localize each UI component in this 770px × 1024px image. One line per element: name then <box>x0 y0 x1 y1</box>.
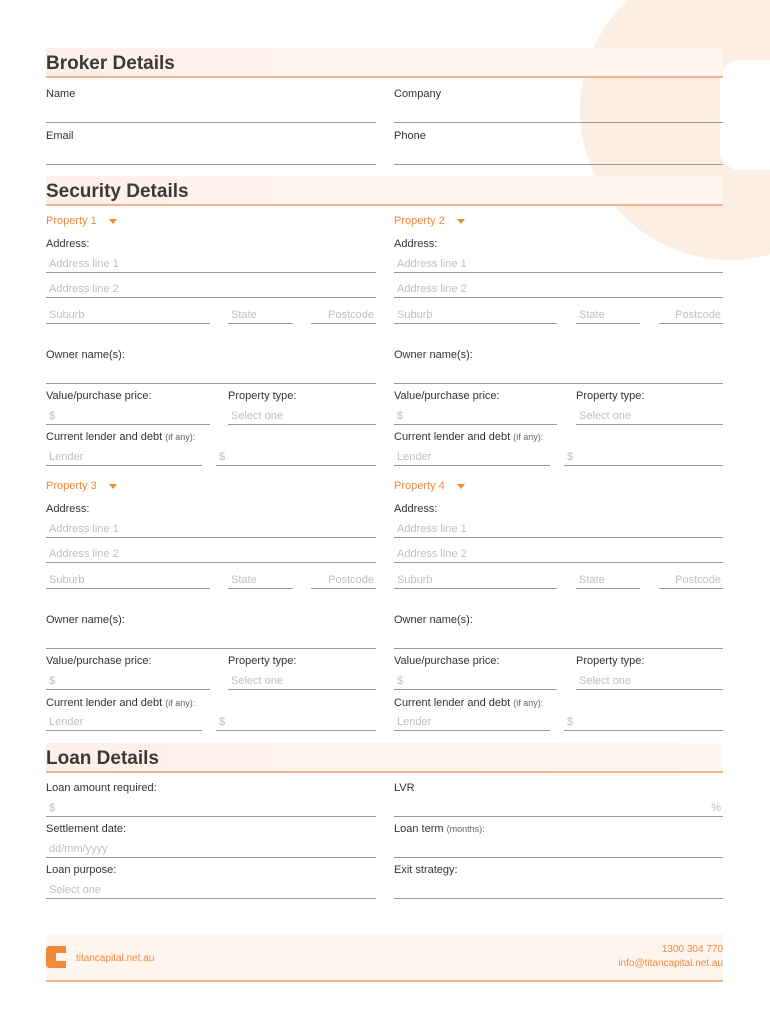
chevron-down-icon <box>109 484 117 489</box>
property-selector[interactable] <box>46 480 117 492</box>
address-label: Address: <box>394 503 438 515</box>
property-type-label: Property type: <box>576 390 645 402</box>
postcode-input[interactable]: Postcode <box>659 306 723 324</box>
loan-amount-input[interactable]: $ <box>46 799 376 817</box>
exit-strategy-label: Exit strategy: <box>394 864 458 876</box>
property-type-select[interactable]: Select one <box>576 672 723 690</box>
lender-label-main: Current lender and debt <box>394 697 511 709</box>
loan-purpose-label: Loan purpose: <box>46 864 117 876</box>
property-type-label: Property type: <box>576 655 645 667</box>
lender-label <box>394 431 543 443</box>
lender-label-note: (if any): <box>513 432 544 442</box>
state-input[interactable]: State <box>576 306 640 324</box>
value-input[interactable]: $ <box>394 672 557 690</box>
loan-section-header <box>46 743 723 773</box>
state-input[interactable]: State <box>228 571 293 589</box>
address-label: Address: <box>46 503 90 515</box>
suburb-input[interactable]: Suburb <box>46 571 210 589</box>
lvr-input[interactable]: % <box>394 799 723 817</box>
section-title: Security Details <box>46 181 189 202</box>
owner-field[interactable] <box>394 631 723 649</box>
value-input[interactable]: $ <box>46 407 210 425</box>
value-input[interactable]: $ <box>394 407 557 425</box>
lvr-label: LVR <box>394 782 415 794</box>
property-type-select[interactable]: Select one <box>228 407 376 425</box>
owner-field[interactable] <box>46 366 376 384</box>
address-line-1-input[interactable]: Address line 1 <box>394 520 723 538</box>
loan-term-label-note: (months): <box>446 824 485 834</box>
phone-field[interactable] <box>394 147 723 165</box>
postcode-input[interactable]: Postcode <box>659 571 723 589</box>
lender-label <box>394 697 543 709</box>
postcode-input[interactable]: Postcode <box>311 571 376 589</box>
company-field[interactable] <box>394 105 723 123</box>
footer-phone[interactable]: 1300 304 770 <box>661 944 723 955</box>
debt-input[interactable]: $ <box>564 713 723 731</box>
state-input[interactable]: State <box>576 571 640 589</box>
address-line-1-input[interactable]: Address line 1 <box>46 255 376 273</box>
property-heading: Property 4 <box>394 480 445 492</box>
debt-input[interactable]: $ <box>216 448 376 466</box>
owner-label: Owner name(s): <box>46 349 125 361</box>
name-label: Name <box>46 88 76 100</box>
address-line-2-input[interactable]: Address line 2 <box>46 280 376 298</box>
settlement-date-input[interactable]: dd/mm/yyyy <box>46 840 376 858</box>
section-title: Broker Details <box>46 53 175 74</box>
owner-field[interactable] <box>394 366 723 384</box>
footer-website[interactable]: titancapital.net.au <box>76 953 155 964</box>
company-label: Company <box>394 88 442 100</box>
chevron-down-icon <box>457 219 465 224</box>
address-label: Address: <box>394 238 438 250</box>
lender-input[interactable]: Lender <box>46 448 202 466</box>
email-label: Email <box>46 130 74 142</box>
value-label: Value/purchase price: <box>394 655 500 667</box>
lender-label-note: (if any): <box>513 698 544 708</box>
titan-logo-icon <box>46 946 66 968</box>
value-input[interactable]: $ <box>46 672 210 690</box>
lender-label-main: Current lender and debt <box>46 697 163 709</box>
state-input[interactable]: State <box>228 306 293 324</box>
settlement-date-label: Settlement date: <box>46 823 127 835</box>
address-line-2-input[interactable]: Address line 2 <box>394 280 723 298</box>
section-title: Loan Details <box>46 748 159 769</box>
address-line-2-input[interactable]: Address line 2 <box>394 545 723 563</box>
property-type-select[interactable]: Select one <box>228 672 376 690</box>
footer <box>46 934 723 982</box>
broker-section-header <box>46 48 723 78</box>
brand-background-cutout <box>720 60 770 170</box>
value-label: Value/purchase price: <box>46 655 152 667</box>
address-label: Address: <box>46 238 90 250</box>
exit-strategy-input[interactable] <box>394 881 723 899</box>
security-section-header <box>46 176 723 206</box>
owner-label: Owner name(s): <box>394 614 473 626</box>
property-heading: Property 2 <box>394 215 445 227</box>
lender-label <box>46 431 195 443</box>
debt-input[interactable]: $ <box>216 713 376 731</box>
email-field[interactable] <box>46 147 376 165</box>
loan-term-label-main: Loan term <box>394 823 444 835</box>
name-field[interactable] <box>46 105 376 123</box>
chevron-down-icon <box>457 484 465 489</box>
suburb-input[interactable]: Suburb <box>394 571 557 589</box>
loan-term-label <box>394 823 485 835</box>
property-type-label: Property type: <box>228 655 297 667</box>
property-selector[interactable] <box>394 215 465 227</box>
value-label: Value/purchase price: <box>46 390 152 402</box>
lender-label <box>46 697 195 709</box>
lender-label-note: (if any): <box>165 698 196 708</box>
loan-purpose-select[interactable]: Select one <box>46 881 376 899</box>
property-type-label: Property type: <box>228 390 297 402</box>
lender-label-main: Current lender and debt <box>394 431 511 443</box>
loan-term-input[interactable] <box>394 840 723 858</box>
footer-email[interactable]: info@titancapital.net.au <box>618 958 723 969</box>
phone-label: Phone <box>394 130 426 142</box>
suburb-input[interactable]: Suburb <box>46 306 210 324</box>
lender-input[interactable]: Lender <box>46 713 202 731</box>
property-heading: Property 1 <box>46 215 97 227</box>
owner-field[interactable] <box>46 631 376 649</box>
lender-label-main: Current lender and debt <box>46 431 163 443</box>
lender-input[interactable]: Lender <box>394 448 550 466</box>
debt-input[interactable]: $ <box>564 448 723 466</box>
property-type-select[interactable]: Select one <box>576 407 723 425</box>
address-line-2-input[interactable]: Address line 2 <box>46 545 376 563</box>
owner-label: Owner name(s): <box>394 349 473 361</box>
property-selector[interactable] <box>394 480 465 492</box>
property-heading: Property 3 <box>46 480 97 492</box>
suburb-input[interactable]: Suburb <box>394 306 557 324</box>
address-line-1-input[interactable]: Address line 1 <box>46 520 376 538</box>
value-label: Value/purchase price: <box>394 390 500 402</box>
postcode-input[interactable]: Postcode <box>311 306 376 324</box>
property-selector[interactable] <box>46 215 117 227</box>
loan-amount-label: Loan amount required: <box>46 782 157 794</box>
lender-input[interactable]: Lender <box>394 713 550 731</box>
address-line-1-input[interactable]: Address line 1 <box>394 255 723 273</box>
owner-label: Owner name(s): <box>46 614 125 626</box>
lender-label-note: (if any): <box>165 432 196 442</box>
chevron-down-icon <box>109 219 117 224</box>
